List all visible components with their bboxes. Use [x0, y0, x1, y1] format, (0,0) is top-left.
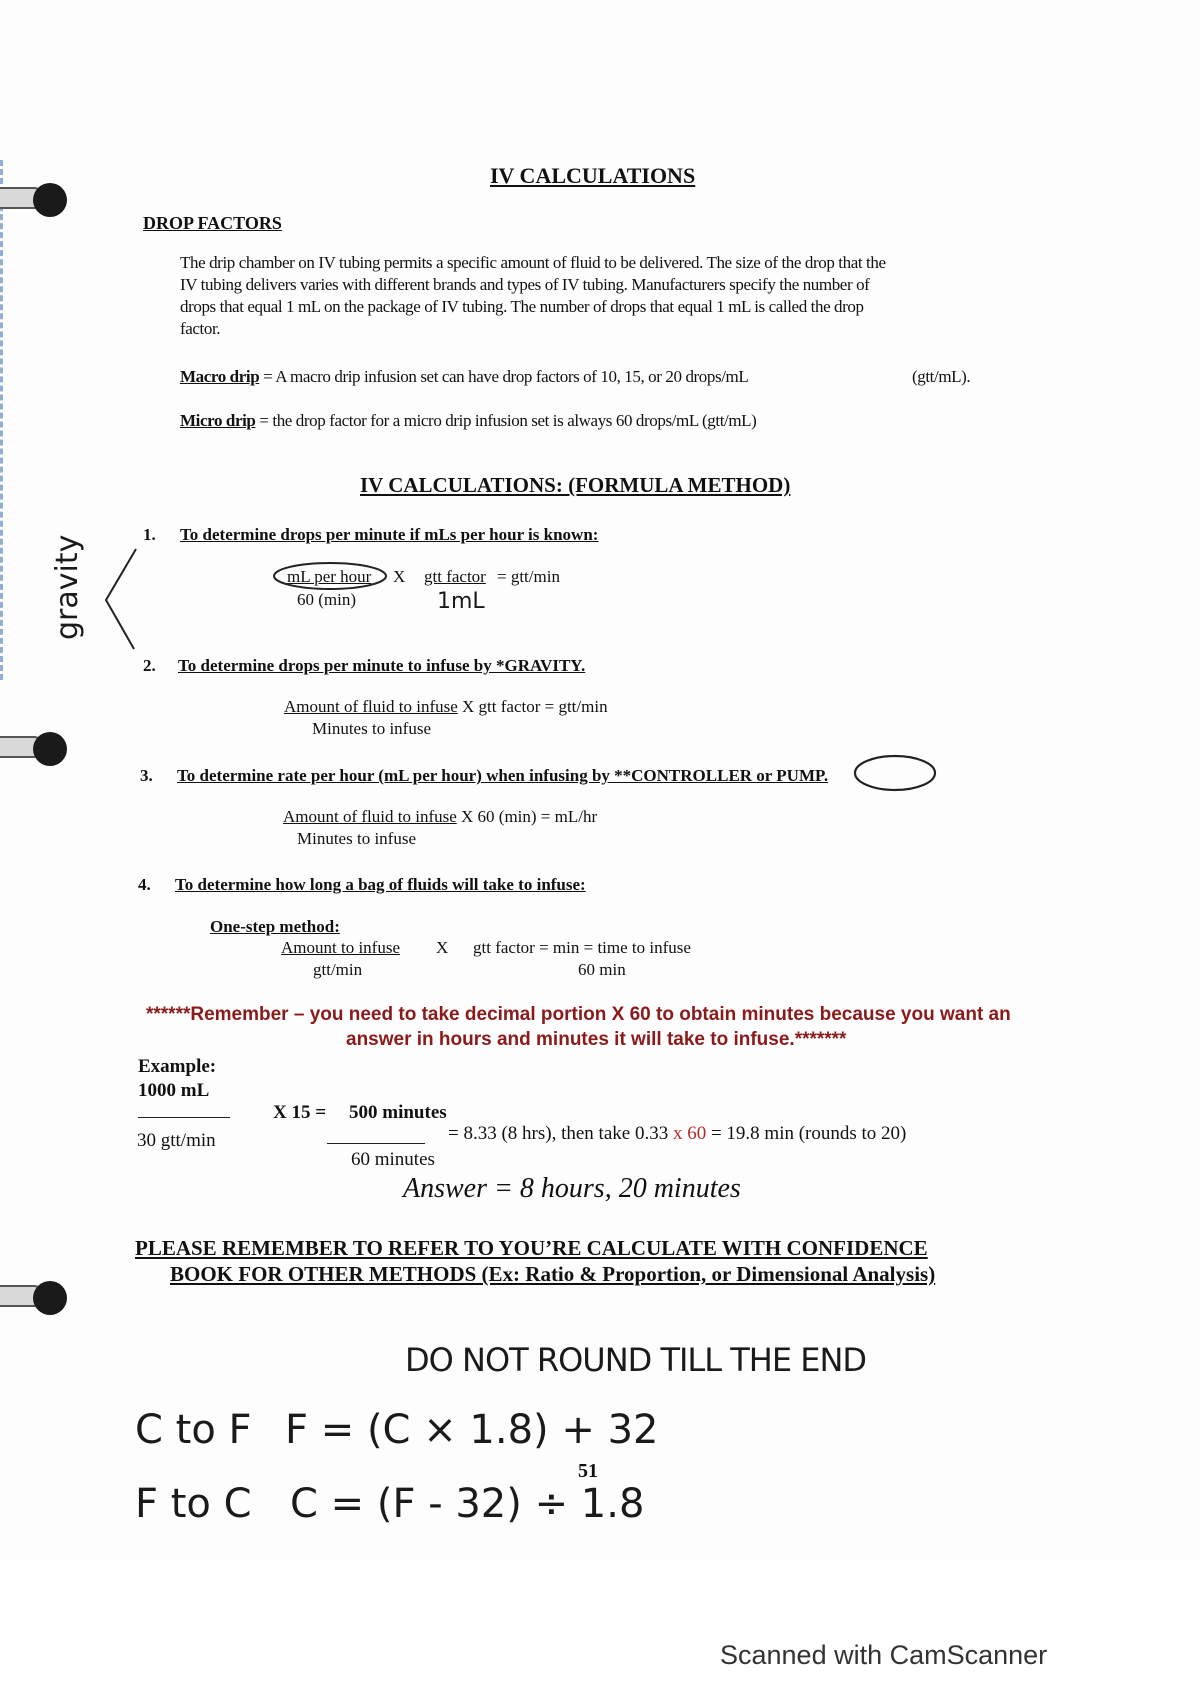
hand-circle-annotation	[852, 752, 938, 794]
formula-result: = gtt/min	[497, 567, 560, 586]
formula-times: X	[393, 567, 406, 586]
formula-numerator: mL per hour	[287, 567, 372, 586]
micro-drip-label: Micro drip	[180, 411, 256, 430]
formula-denominator: Minutes to infuse	[312, 719, 431, 738]
macro-drip-text: = A macro drip infusion set can have drop factors of 10, 15, or 20 drops/mL	[263, 367, 749, 386]
step-title: To determine how long a bag of fluids will take to infuse:	[175, 875, 586, 894]
macro-drip-definition	[180, 366, 748, 388]
example-calculation: = 8.33 (8 hrs), then take 0.33 x 60 = 19.8 min (rounds to 20)	[448, 1123, 907, 1144]
micro-drip-text: = the drop factor for a micro drip infusion set is always 60 drops/mL (gtt/mL)	[259, 411, 757, 430]
macro-drip-unit: (gtt/mL).	[912, 367, 971, 386]
handwritten-f-to-c-formula: C = (F - 32) ÷ 1.8	[290, 1481, 645, 1527]
hand-circle-annotation	[272, 560, 392, 592]
formula-denominator: gtt/min	[313, 960, 363, 979]
example-volume: 1000 mL	[138, 1080, 210, 1101]
step-title: To determine drops per minute if mLs per hour is known:	[180, 525, 599, 544]
handwritten-c-to-f-formula: F = (C × 1.8) + 32	[285, 1407, 659, 1453]
fraction-line	[138, 1117, 230, 1118]
example-answer: Answer = 8 hours, 20 minutes	[403, 1173, 741, 1204]
handwritten-c-to-f-label: C to F	[135, 1407, 252, 1453]
formula-line: Amount of fluid to infuse X gtt factor = gtt/min	[284, 697, 608, 716]
paragraph-line: The drip chamber on IV tubing permits a specific amount of fluid to be delivered. The size of the drop that the	[180, 253, 886, 272]
example-minutes: 500 minutes	[349, 1102, 447, 1123]
formula-line: Amount of fluid to infuse X 60 (min) = mL/hr	[283, 807, 598, 826]
fraction-line	[327, 1143, 425, 1144]
formula-denominator: Minutes to infuse	[297, 829, 416, 848]
paragraph-line: IV tubing delivers varies with different brands and types of IV tubing. Manufacturers specify the number of	[180, 275, 870, 294]
formula-denominator-2: 60 min	[578, 960, 626, 979]
formula-rest: gtt factor = min = time to infuse	[473, 938, 691, 957]
example-divisor: 60 minutes	[351, 1149, 435, 1170]
handwritten-f-to-c-label: F to C	[135, 1481, 252, 1527]
step-title: To determine rate per hour (mL per hour) when infusing by **CONTROLLER or PUMP.	[177, 766, 829, 785]
formula-times: X	[436, 938, 449, 957]
formula-method-heading: IV CALCULATIONS: (FORMULA METHOD)	[360, 473, 791, 497]
micro-drip-definition	[180, 410, 756, 432]
example-times: X 15 =	[273, 1102, 327, 1123]
step-title: To determine drops per minute to infuse by *GRAVITY.	[178, 656, 586, 675]
page-number: 51	[578, 1460, 598, 1482]
remember-note-line: answer in hours and minutes it will take to infuse.*******	[346, 1029, 847, 1050]
scanner-watermark: Scanned with CamScanner	[720, 1640, 1048, 1670]
formula-numerator: Amount to infuse	[281, 938, 400, 957]
page-title: IV CALCULATIONS	[490, 163, 696, 188]
binder-ring-icon	[0, 178, 75, 222]
paragraph-line: factor.	[180, 319, 221, 338]
handwritten-round-note: DO NOT ROUND TILL THE END	[405, 1341, 867, 1379]
binder-margin-line	[0, 160, 9, 680]
refer-note-line: PLEASE REMEMBER TO REFER TO YOU’RE CALCULATE WITH CONFIDENCE	[135, 1236, 928, 1260]
remember-note-line: ******Remember – you need to take decimal portion X 60 to obtain minutes because you want an	[146, 1004, 1011, 1025]
example-rate: 30 gtt/min	[137, 1130, 216, 1151]
example-label: Example:	[138, 1056, 217, 1077]
step-number: 3.	[140, 766, 153, 785]
section-heading-drop-factors: DROP FACTORS	[143, 213, 282, 233]
step-number: 4.	[138, 875, 151, 894]
formula-factor: gtt factor	[424, 567, 486, 586]
macro-drip-label: Macro drip	[180, 367, 260, 386]
hand-bracket-annotation	[100, 545, 140, 655]
handwritten-one-ml: 1mL	[437, 589, 485, 614]
formula-denominator: 60 (min)	[297, 590, 357, 609]
binder-ring-icon	[0, 1276, 75, 1320]
handwritten-gravity: gravity	[50, 534, 85, 640]
step-number: 1.	[143, 525, 156, 544]
paragraph-line: drops that equal 1 mL on the package of IV tubing. The number of drops that equal 1 mL is called the drop	[180, 297, 864, 316]
binder-ring-icon	[0, 727, 75, 771]
one-step-method-label: One-step method:	[210, 917, 340, 936]
refer-note-line: BOOK FOR OTHER METHODS (Ex: Ratio & Proportion, or Dimensional Analysis)	[170, 1262, 936, 1286]
step-number: 2.	[143, 656, 156, 675]
